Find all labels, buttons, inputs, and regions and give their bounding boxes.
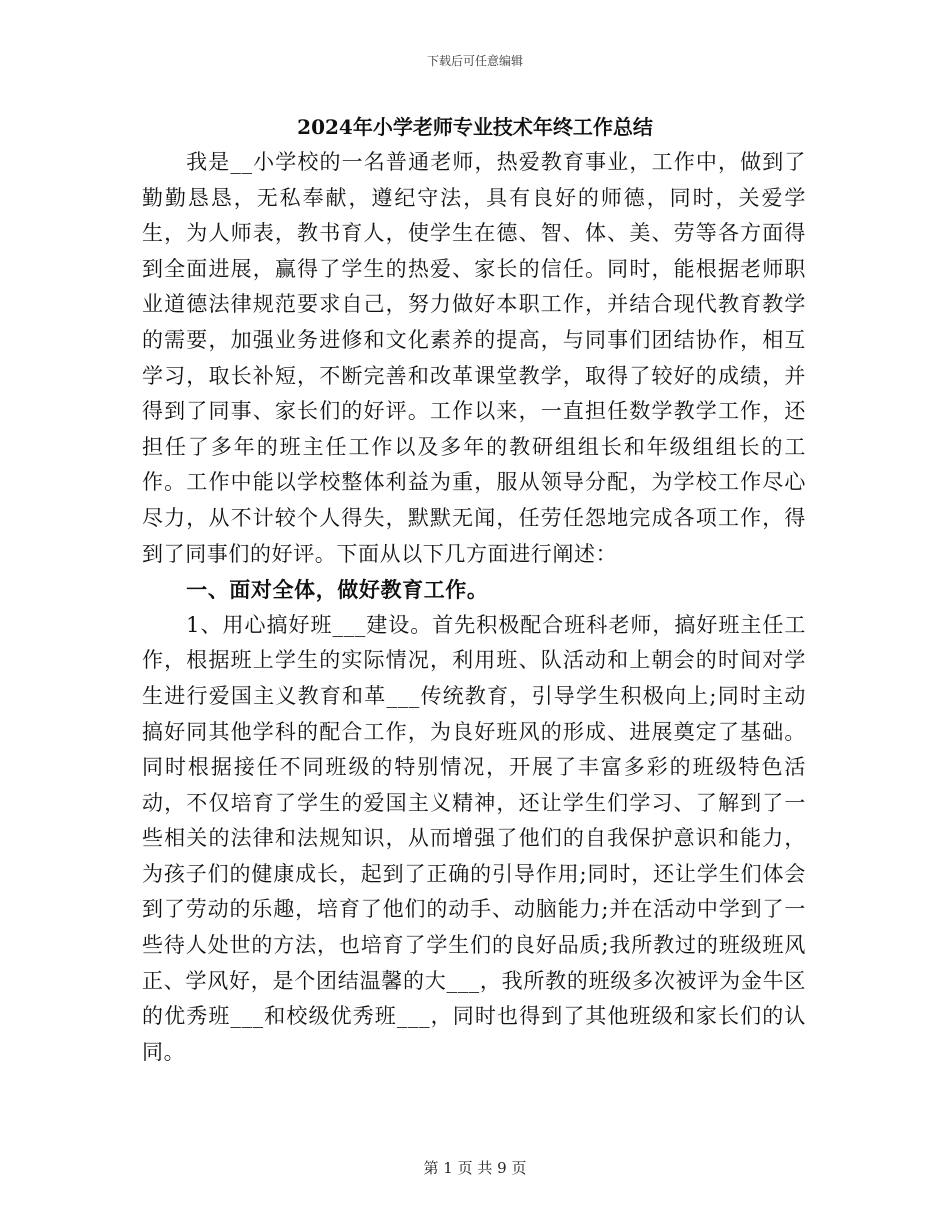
document-body (142, 145, 806, 1070)
page-number-footer: 第 1 页 共 9 页 (423, 1159, 527, 1177)
section-heading: 一、面对全体，做好教育工作。 (186, 577, 489, 603)
document-title: 2024年小学老师专业技术年终工作总结 (297, 115, 653, 139)
intro-paragraph: 我是__小学校的一名普通老师，热爱教育事业，工作中，做到了勤勤恳恳，无私奉献，遵纪守法，具有良好的师德，同时，关爱学生，为人师表，教书育人，使学生在德、智、体、美、劳等各方面得到全面进展，赢得了学生的热爱、家长的信任。同时，能根据老师职业道德法律规范要求自己，努力做好本职工作，并结合现代教育教学的需要，加强业务进修和文化素养的提高，与同事们团结协作，相互学习，取长补短，不断完善和改革课堂教学，取得了较好的成绩，并得到了同事、家长们的好评。工作以来，一直担任数学教学工作，还担任了多年的班主任工作以及多年的教研组组长和年级组组长的工作。工作中能以学校整体利益为重，服从领导分配，为学校工作尽心尽力，从不计较个人得失，默默无闻，任劳任怨地完成各项工作，得到了同事们的好评。下面从以下几方面进行阐述： (142, 150, 806, 566)
header-note: 下载后可任意编辑 (426, 54, 523, 68)
class-building-paragraph: 1、用心搞好班___建设。首先积极配合班科老师，搞好班主任工作，根据班上学生的实际情况，利用班、队活动和上朝会的时间对学生进行爱国主义教育和革___传统教育，引导学生积极向上;同时主动搞好同其他学科的配合工作，为良好班风的形成、进展奠定了基础。同时根据接任不同班级的特别情况，开展了丰富多彩的班级特色活动，不仅培育了学生的爱国主义精神，还让学生们学习、了解到了一些相关的法律和法规知识，从而增强了他们的自我保护意识和能力，为孩子们的健康成长，起到了正确的引导作用;同时，还让学生们体会到了劳动的乐趣，培育了他们的动手、动脑能力;并在活动中学到了一些待人处世的方法，也培育了学生们的良好品质;我所教过的班级班风正、学风好，是个团结温馨的大___，我所教的班级多次被评为金牛区的优秀班___和校级优秀班___，同时也得到了其他班级和家长们的认同。 (142, 612, 806, 1064)
